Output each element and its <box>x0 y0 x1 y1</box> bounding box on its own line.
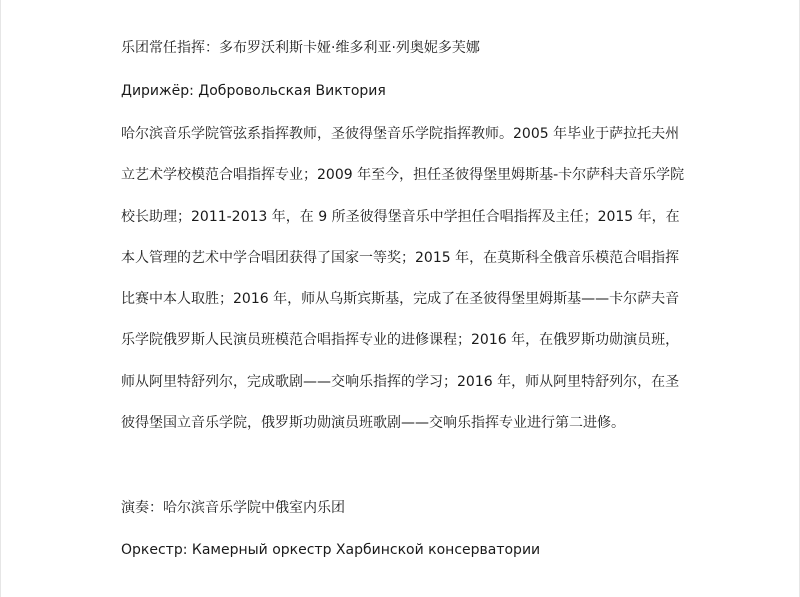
biography-line: 立艺术学校模范合唱指挥专业；2009 年至今，担任圣彼得堡里姆斯基-卡尔萨科夫音乐学院 <box>121 167 685 183</box>
conductor-chinese: 乐团常任指挥：多布罗沃利斯卡娅·维多利亚·列奥妮多芙娜 <box>121 40 480 56</box>
biography-line: 哈尔滨音乐学院管弦系指挥教师，圣彼得堡音乐学院指挥教师。2005 年毕业于萨拉托夫州 <box>121 126 680 142</box>
biography-line: 本人管理的艺术中学合唱团获得了国家一等奖；2015 年，在莫斯科全俄音乐模范合唱指挥 <box>121 250 680 266</box>
biography-line: 比赛中本人取胜；2016 年，师从乌斯宾斯基，完成了在圣彼得堡里姆斯基——卡尔萨夫音 <box>121 291 680 307</box>
biography-line: 校长助理；2011-2013 年，在 9 所圣彼得堡音乐中学担任合唱指挥及主任；2015 年，在 <box>121 209 680 225</box>
biography-line: 师从阿里特舒列尔，完成歌剧——交响乐指挥的学习；2016 年，师从阿里特舒列尔，在圣 <box>121 374 680 390</box>
performer-chinese: 演奏：哈尔滨音乐学院中俄室内乐团 <box>121 500 345 516</box>
conductor-russian: Дирижёр: Добровольская Виктория <box>121 83 386 99</box>
performer-russian: Оркестр: Камерный оркестр Харбинской консерватории <box>121 542 541 558</box>
biography-line: 乐学院俄罗斯人民演员班模范合唱指挥专业的进修课程；2016 年，在俄罗斯功勋演员班， <box>121 332 680 348</box>
biography-line: 彼得堡国立音乐学院，俄罗斯功勋演员班歌剧——交响乐指挥专业进行第二进修。 <box>121 415 625 431</box>
